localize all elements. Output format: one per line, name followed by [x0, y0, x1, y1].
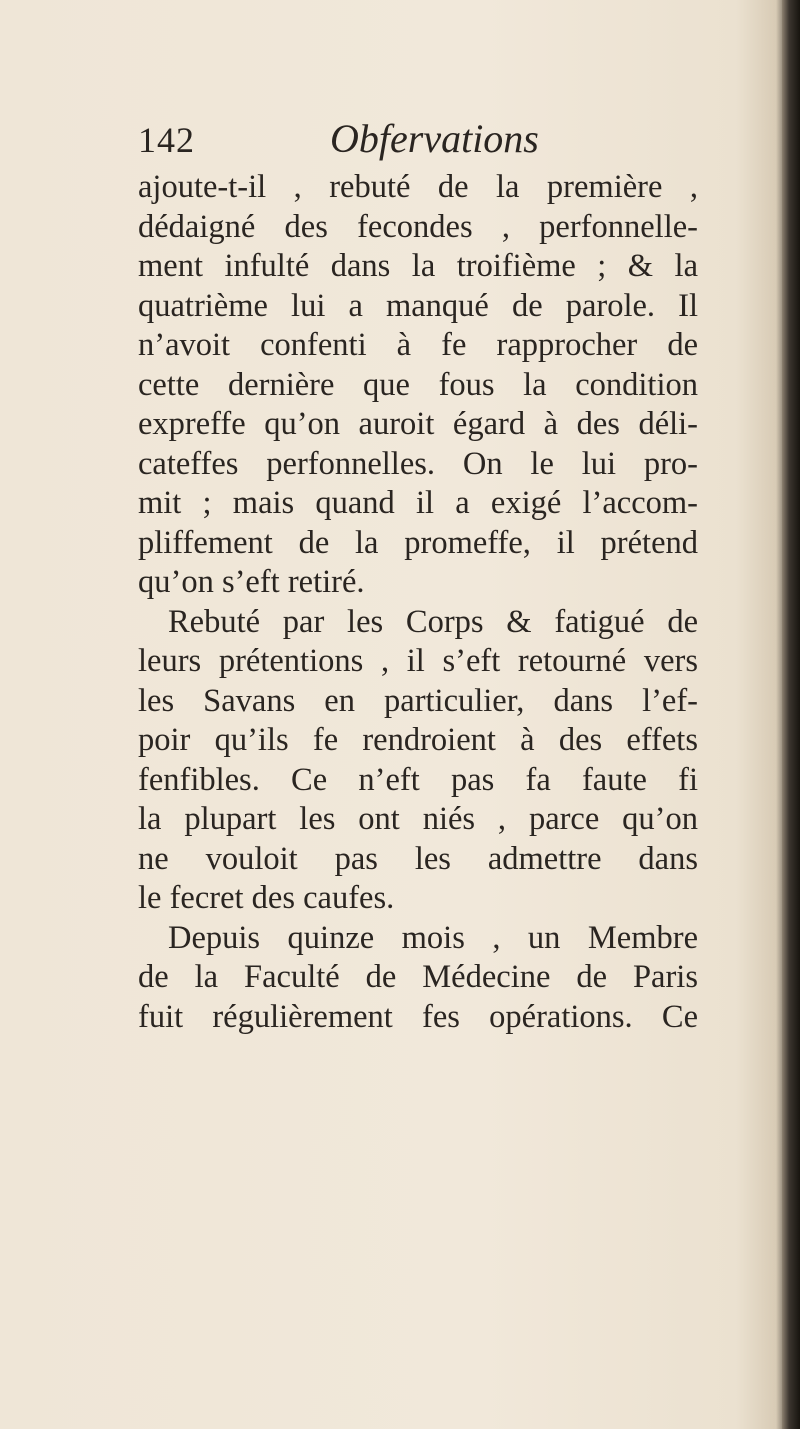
text-line: ajoute-t-il , rebuté de la première , [138, 169, 698, 205]
text-line: qu’on s’eft retiré. [138, 564, 365, 600]
text-line: Rebuté par les Corps & fatigué de [168, 603, 698, 640]
text-line: ment infulté dans la troifième ; & la [138, 248, 698, 284]
text-line: expreffe qu’on auroit égard à des déli- [138, 406, 698, 442]
text-line: ne vouloit pas les admettre dans [138, 840, 698, 877]
text-line: pliffement de la promeffe, il prétend [138, 524, 698, 561]
text-line: fenfibles. Ce n’eft pas fa faute fi [138, 761, 698, 798]
body-text [138, 168, 698, 1037]
page-number: 142 [138, 120, 195, 160]
text-line: n’avoit confenti à fe rapprocher de [138, 327, 698, 363]
text-line: les Savans en particulier, dans l’ef- [138, 682, 698, 719]
text-line: le fecret des caufes. [138, 880, 395, 916]
running-title: Obfervations [330, 116, 539, 161]
book-binding-edge [782, 0, 800, 1429]
text-line: poir qu’ils fe rendroient à des effets [138, 722, 698, 758]
text-line: mit ; mais quand il a exigé l’accom- [138, 485, 698, 521]
text-line: de la Faculté de Médecine de Paris [138, 959, 698, 995]
text-line: Depuis quinze mois , un Membre [168, 919, 698, 956]
text-line: la plupart les ont niés , parce qu’on [138, 801, 698, 837]
text-line: leurs prétentions , il s’eft retourné vers [138, 643, 698, 679]
text-line: fuit régulièrement fes opérations. Ce [138, 998, 698, 1035]
page-header [138, 115, 698, 165]
text-line: quatrième lui a manqué de parole. Il [138, 287, 698, 324]
text-line: cette dernière que fous la condition [138, 366, 698, 403]
text-line: dédaigné des fecondes , perfonnelle- [138, 208, 698, 245]
text-line: cateffes perfonnelles. On le lui pro- [138, 445, 698, 482]
